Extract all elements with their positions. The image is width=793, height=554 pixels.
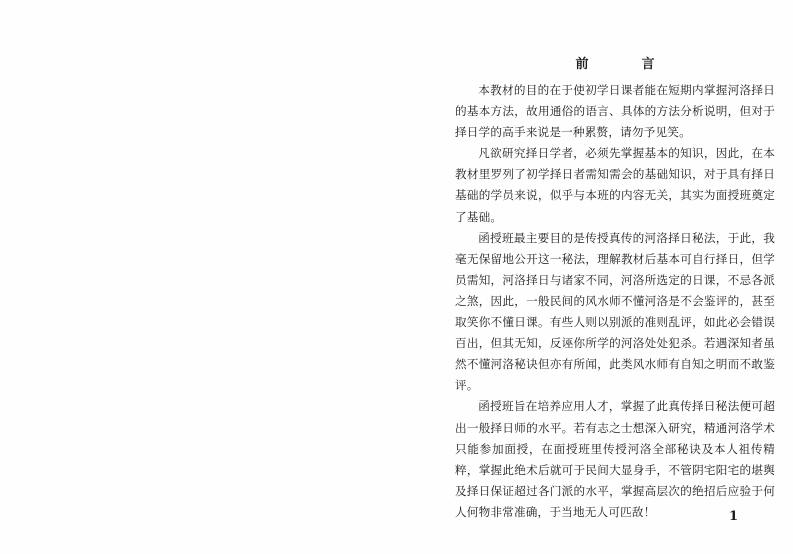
page-title: 前 言 (575, 57, 675, 72)
paragraph-3: 函授班最主要目的是传授真传的河洛择日秘法，于此，我毫无保留地公开这一秘法，理解教材后基本可自行择日，但学员需知，河洛择日与诸家不同，河洛所选定的日课，不忌各派之煞，因此，一般民间的风水师不懂河洛是不会鉴评的，甚至取笑你不懂日课。有些人则以别派的准则乱评，如此必会错误百出，但其无知，反诬你所学的河洛处处犯杀。若遇深知者虽然不懂河洛秘诀但亦有所闻，此类风水师有自知之明而不敢鉴评。 (455, 230, 775, 393)
paragraph-4: 函授班旨在培养应用人才，掌握了此真传择日秘法便可超出一般择日师的水平。若有志之士想深入研究，精通河洛学术只能参加面授，在面授班里传授河洛全部秘诀及本人祖传精粹，掌握此绝术后就可于民间大显身手，不管阴宅阳宅的堪舆及择日保证超过各门派的水平，掌握高层次的绝招后应验于何人何物非常准确，于当地无人可匹敌！ (455, 399, 775, 519)
page-number: 1 (729, 509, 739, 524)
preface-page (455, 56, 775, 523)
paragraph-2: 凡欲研究择日学者，必须先掌握基本的知识，因此，在本教材里罗列了初学择日者需知需会的基础知识，对于具有择日基础的学员来说，似乎与本班的内容无关，其实为面授班奠定了基础。 (455, 146, 775, 224)
paragraph-1: 本教材的目的在于使初学日课者能在短期内掌握河洛择日的基本方法，故用通俗的语言、具体的方法分析说明，但对于择日学的高手来说是一种累赘，请勿予见笑。 (455, 83, 775, 140)
blank-left-page (0, 0, 396, 554)
